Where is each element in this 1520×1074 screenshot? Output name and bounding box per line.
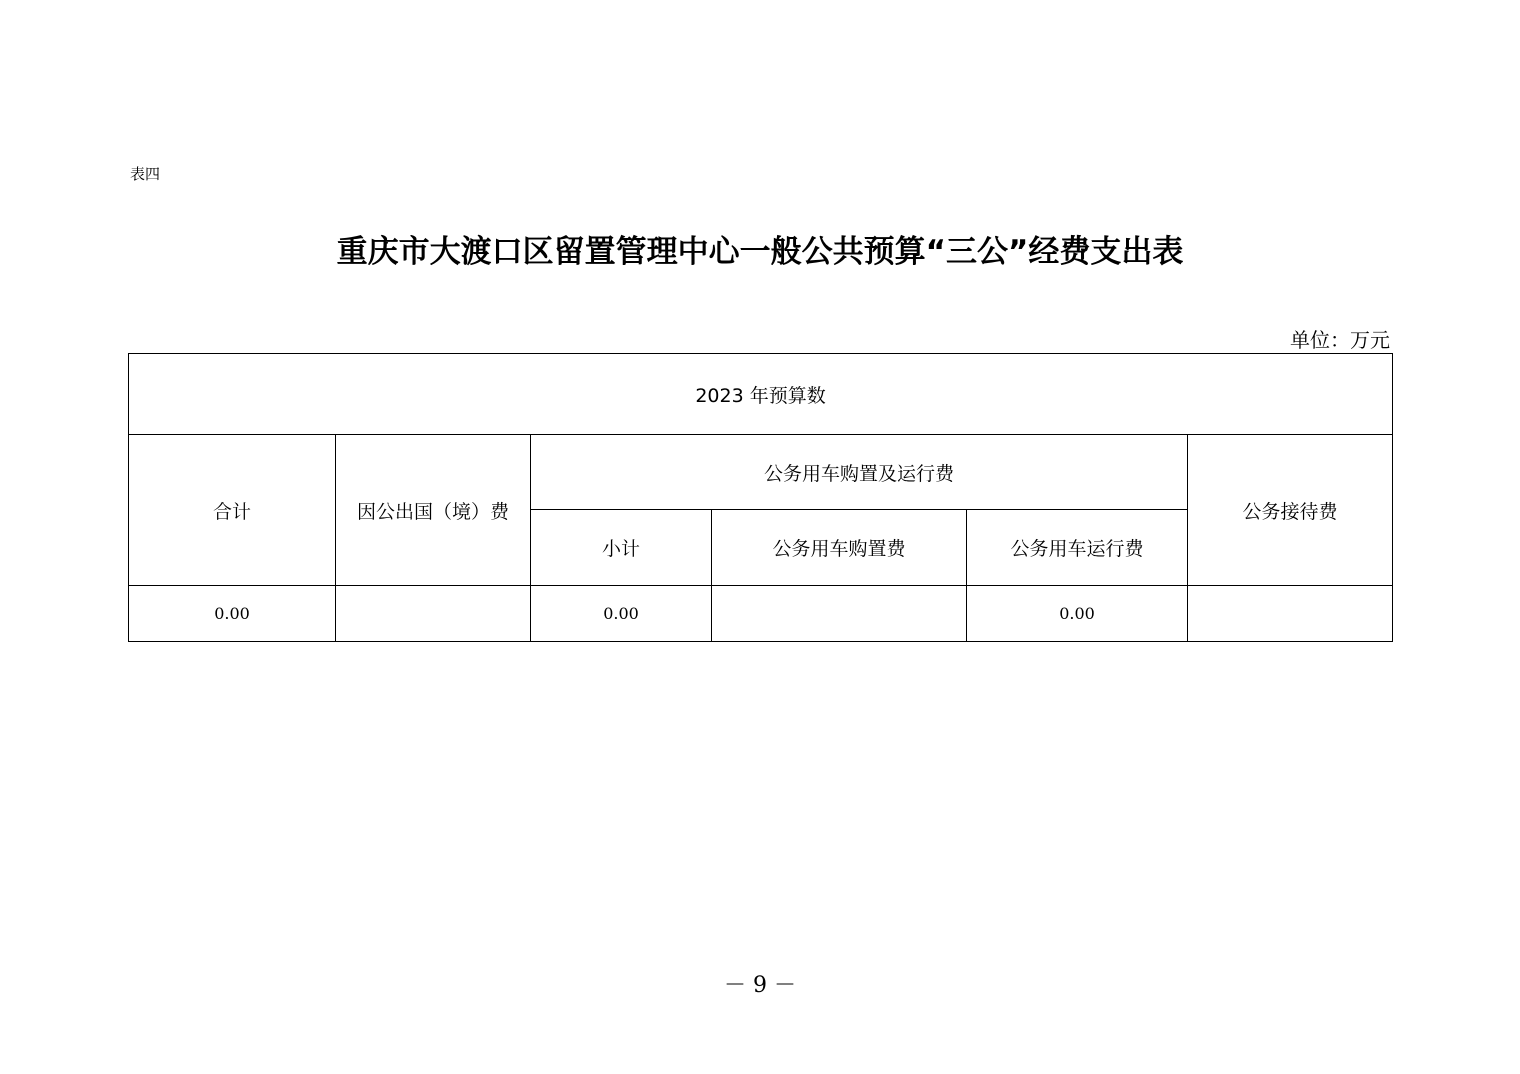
header-vehicle-group: 公务用车购置及运行费 <box>531 435 1188 510</box>
cell-vehicle-subtotal: 0.00 <box>531 586 712 642</box>
header-vehicle-operation: 公务用车运行费 <box>967 510 1188 586</box>
year-header-cell: 2023 年预算数 <box>129 354 1393 435</box>
header-overseas: 因公出国（境）费 <box>336 435 531 586</box>
header-total: 合计 <box>129 435 336 586</box>
header-vehicle-subtotal: 小计 <box>531 510 712 586</box>
unit-label: 单位：万元 <box>1290 328 1390 352</box>
header-reception: 公务接待费 <box>1188 435 1393 586</box>
cell-reception <box>1188 586 1393 642</box>
table-label: 表四 <box>130 165 161 183</box>
cell-vehicle-operation: 0.00 <box>967 586 1188 642</box>
year-header-row <box>129 354 1393 435</box>
cell-total: 0.00 <box>129 586 336 642</box>
cell-vehicle-purchase <box>712 586 967 642</box>
page-title: 重庆市大渡口区留置管理中心一般公共预算“三公”经费支出表 <box>336 234 1184 270</box>
table-row <box>129 586 1393 642</box>
budget-table <box>128 353 1393 642</box>
cell-overseas <box>336 586 531 642</box>
header-row-1 <box>129 435 1393 510</box>
page-number: － 9 － <box>724 973 796 998</box>
header-vehicle-purchase: 公务用车购置费 <box>712 510 967 586</box>
